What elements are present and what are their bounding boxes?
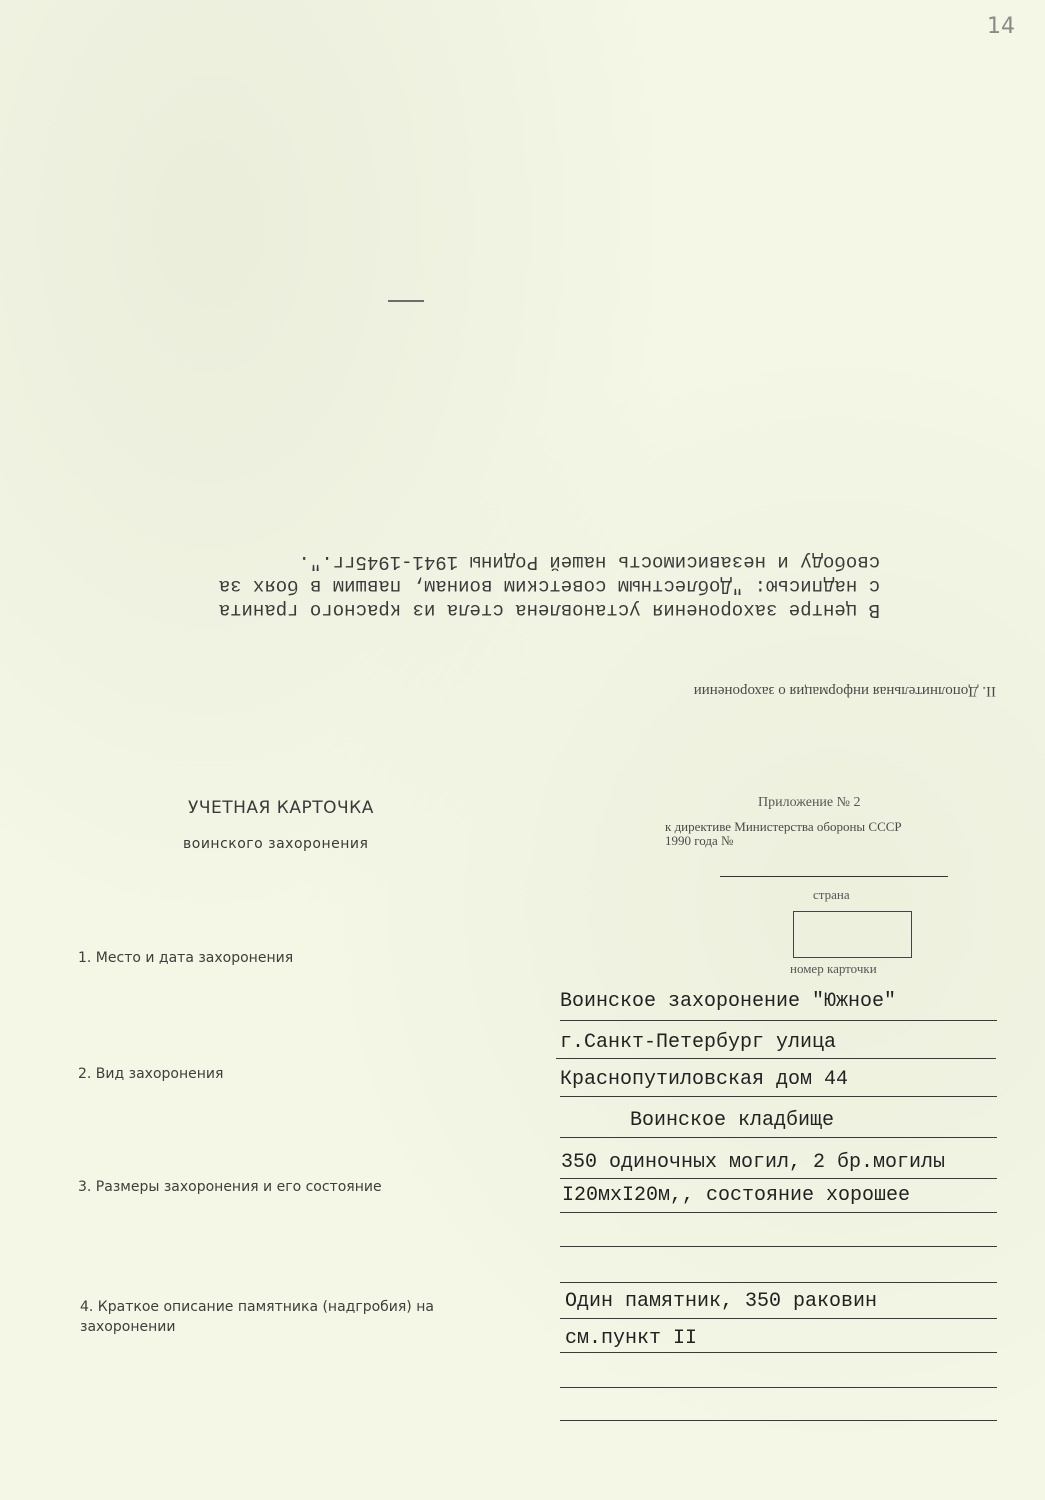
value-size-condition: I20мхI20м,, состояние хорошее	[562, 1184, 911, 1207]
additional-info-line-1: В центре захоронения установлена стела из красного гранита	[218, 599, 880, 621]
country-field-line	[720, 876, 948, 877]
item-burial-place-date: 1. Место и дата захоронения	[78, 950, 294, 966]
card-subtitle: воинского захоронения	[183, 836, 369, 852]
value-monument: Один памятник, 350 раковин	[565, 1290, 878, 1313]
value-graves-count: 350 одиночных могил, 2 бр.могилы	[561, 1151, 946, 1174]
value-see-item: см.пункт II	[565, 1327, 698, 1350]
form-line	[560, 1212, 997, 1213]
value-city-street: г.Санкт-Петербург улица	[560, 1031, 837, 1054]
form-line	[560, 1282, 997, 1283]
additional-info-line-3: свободу и независимость нашей Родины 1941-1945гг.".	[298, 551, 880, 573]
directive-line-2: 1990 года №	[665, 833, 734, 848]
item-monument-description: 4. Краткое описание памятника (надгробия) на захоронении	[80, 1299, 434, 1335]
value-address: Краснопутиловская дом 44	[560, 1068, 849, 1091]
additional-info-heading: II. Дополнительная информация о захоронении	[693, 683, 996, 699]
form-line	[560, 1420, 997, 1421]
form-line	[560, 1318, 997, 1319]
form-line	[560, 1137, 997, 1138]
value-burial-type: Воинское кладбище	[630, 1109, 835, 1132]
form-line	[560, 1387, 997, 1388]
item-burial-type: 2. Вид захоронения	[78, 1066, 224, 1082]
form-line	[560, 1352, 997, 1353]
value-burial-name: Воинское захоронение "Южное"	[560, 990, 897, 1013]
card-number-label: номер карточки	[790, 961, 877, 976]
directive-reference	[665, 820, 995, 848]
additional-info-text	[190, 550, 880, 622]
card-title: УЧЕТНАЯ КАРТОЧКА	[188, 798, 374, 818]
directive-line-1: к директиве Министерства обороны СССР	[665, 819, 902, 834]
form-line	[560, 1178, 997, 1179]
form-line	[560, 1246, 997, 1247]
form-line	[560, 1020, 997, 1021]
additional-info-line-2: с надписью: "Доблестным советским воинам, павшим в боях за	[218, 575, 880, 597]
card-number-box	[793, 911, 912, 958]
form-line	[560, 1096, 997, 1097]
pencil-mark	[388, 300, 424, 302]
appendix-label: Приложение № 2	[758, 795, 861, 810]
page-number: 14	[987, 14, 1015, 39]
form-line	[556, 1058, 996, 1059]
item-burial-size-condition: 3. Размеры захоронения и его состояние	[78, 1179, 382, 1195]
country-label: страна	[813, 887, 850, 902]
